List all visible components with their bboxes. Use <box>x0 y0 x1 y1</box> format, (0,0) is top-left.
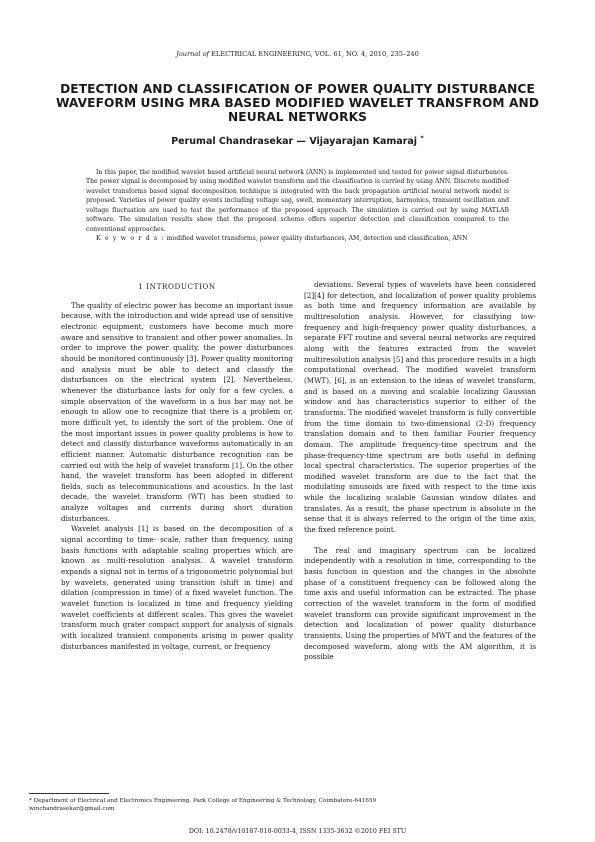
abstract-text: In this paper, the modified wavelet based artificial neural network (ANN) is implemented and tested for power signal disturbances. The power signal is decomposed by using modified wavelet transform and the classification is carried by using ANN. Discrete modified wavelet transforms based signal decomposition technique is integrated with the back propagation artificial neural network model is proposed. Varieties of power quality events including voltage sag, swell, momentary interruption, harmonics, transient oscillation and voltage fluctuation are used to test the performance of the proposed approach. The simulation is carried out by using MATLAB software. The simulation results show that the proposed scheme offers superior detection and classification compared to the conventional approaches. <box>86 169 509 233</box>
keywords-text: modified wavelet transforms, power quality disturbances, AM, detection and classification, ANN <box>166 235 468 243</box>
intro-paragraph-3: deviations. Several types of wavelets have been considered [2][4] for detection, and localization of power quality problems as both time and frequency information are available by multiresolution analysis. However, for classifying low-frequency and high-frequency power quality disturbances, a separate FFT routine and several neural networks are required along with the features extracted from the wavelet multiresolution analysis [5] and this procedure results in a high computational overhead. The modified wavelet transform (MWT), [6], is an extension to the ideas of wavelet transform, and is based on a moving and scalable localizing Gaussian window and has characteristics superior to either of the transforms. The modified wavelet transform is fully convertible from the time domain to two-dimensional (2-D) frequency translation domain and to then familiar Fourier frequency domain. The amplitude frequency-time spectrum and the phase-frequency-time spectrum are both useful in defining local spectral characteristics. The superior properties of the modified wavelet transform are due to the fact that the modulating sinusoids are fixed with respect to the time axis while the localizing scalable Gaussian window dilates and translates. As a result, the phase spectrum is absolute in the sense that it is always referred to the origin of the time axis, the fixed reference point. <box>304 280 536 535</box>
right-column <box>304 280 536 663</box>
journal-issue: ELECTRICAL ENGINEERING, VOL. 61, NO. 4, 2010, 235–240 <box>211 50 419 58</box>
section-heading-introduction: 1 INTRODUCTION <box>138 282 216 291</box>
running-header <box>0 50 595 58</box>
doi-line: DOI: 10.2478/v10187-010-0033-4, ISSN 1335-3632 ©2010 FEI STU <box>188 828 407 835</box>
footnote-affiliation: * Department of Electrical and Electronics Engineering, Park College of Engineering & Technology, Coimbatore-641659 <box>29 798 377 804</box>
keywords-label: K e y w o r d s : <box>96 235 165 243</box>
author-names: Perumal Chandrasekar — Vijayarajan Kamaraj <box>171 136 418 148</box>
paper-title: DETECTION AND CLASSIFICATION OF POWER QUALITY DISTURBANCE WAVEFORM USING MRA BASED MODIFIED WAVELET TRANSFROM AND NEURAL NETWORKS <box>55 82 540 124</box>
abstract <box>86 168 509 244</box>
author-line <box>0 134 595 147</box>
journal-name: Journal of <box>176 50 209 58</box>
intro-paragraph-4: The real and imaginary spectrum can be localized independently with a resolution in time, corresponding to the basis function in question and the changes in the absolute phase of a constituent frequency can be followed along the time axis and useful information can be extracted. The phase correction of the wavelet transform in the form of modified wavelet transform can provide significant improvement in the detection and localization of power quality disturbance transients. Using the properties of MWT and the features of the decomposed waveform, along with the AM algorithm, it is possible <box>304 545 536 662</box>
footnote-rule <box>29 793 109 794</box>
intro-paragraph-2: Wavelet analysis [1] is based on the decomposition of a signal according to time- scale, rather than frequency, using basis functions with adaptable scaling properties which are known as multi-resolution analysis. A wavelet transform expands a signal not in terms of a trigonometric polynomial but by wavelets, generated using transition (shift in time) and dilation (compression in time) of a fixed wavelet function. The wavelet function is localized in time and frequency yielding wavelet coefficients at different scales. This gives the wavelet transform much grater compact support for analysis of signals with localized transient components arising in power quality disturbances manifested in voltage, current, or frequency <box>61 524 293 651</box>
footnote <box>29 797 549 813</box>
intro-paragraph-1: The quality of electric power has become an important issue because, with the introduction and wide spread use of sensitive electronic equipment, customers have become much more aware and sensitive to transient and other power anomalies. In order to improve the power quality, the power disturbances should be monitored continuously [3]. Power quality monitoring and analysis must be able to detect and classify the disturbances on the electrical system [2]. Nevertheless, whenever the disturbance lasts for only for a few cycles, a simple observation of the waveform in a bus bar may not be enough to allow one to recognize that there is a problem or, more difficult yet, to identify the sort of the problem. One of the most important issues in power quality problems is how to detect and classify disturbance waveforms automatically in an efficient manner. Automatic disturbance recognition can be carried out with the help of wavelet transform [1]. On the other hand, the wavelet transform has been adopted in different fields, such as telecommunications and acoustics. In the last decade, the wavelet transform (WT) has been studied to analyze voltages and currents during short duration disturbances. <box>61 300 293 523</box>
keywords <box>86 234 509 243</box>
author-footnote-mark: * <box>420 134 424 142</box>
footnote-email: winchandrasekar@gmail.com <box>29 806 115 812</box>
left-column <box>61 280 293 652</box>
